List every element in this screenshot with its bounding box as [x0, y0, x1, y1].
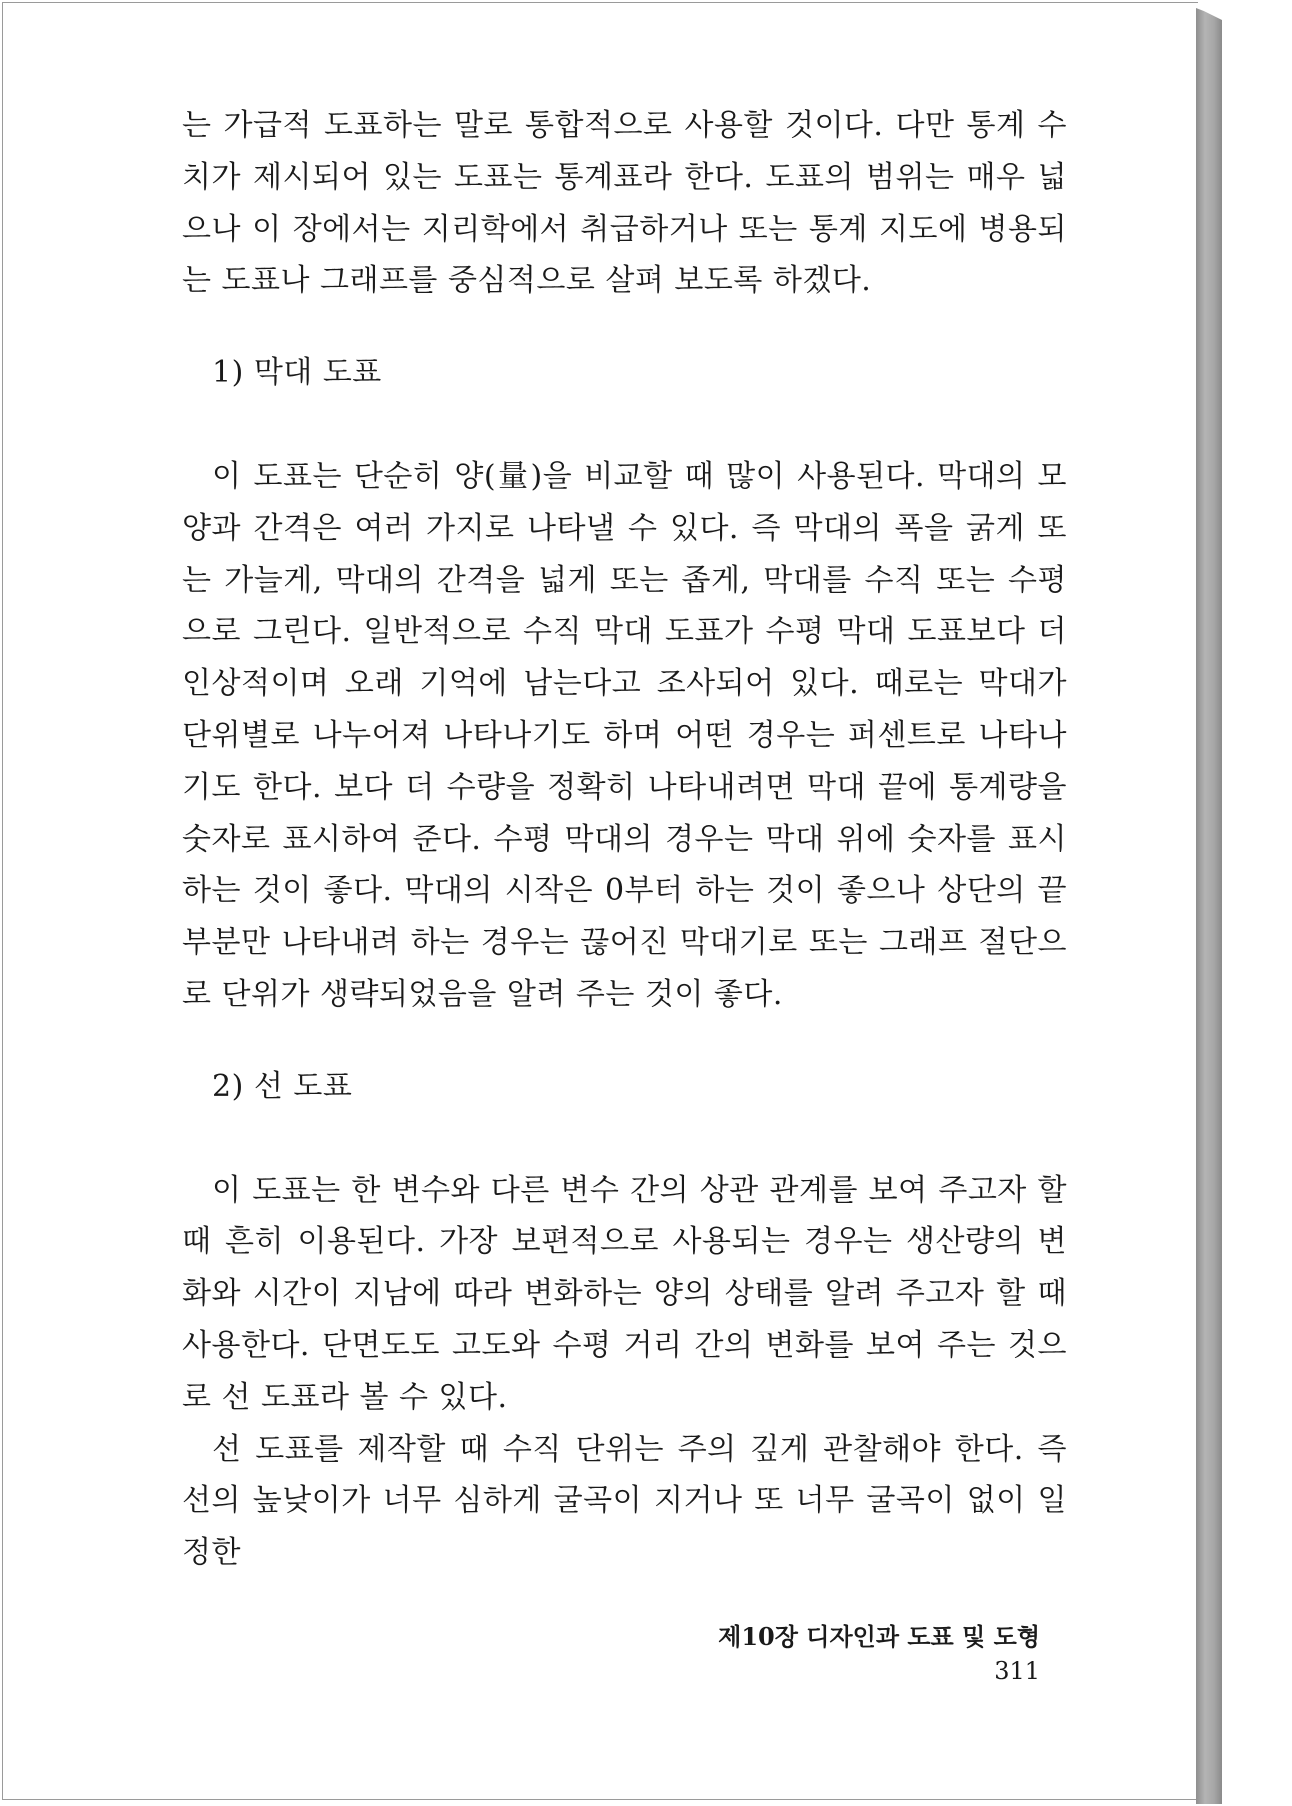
line-chart-paragraph-1: 이 도표는 한 변수와 다른 변수 간의 상관 관계를 보여 주고자 할 때 흔히 이용된다. 가장 보편적으로 사용되는 경우는 생산량의 변화와 시간이 지남에 따라 변화하는 양의 상태를 알려 주고자 할 때 사용한다. 단면도도 고도와 수평 거리 간의 변화를 보여 주는 것으로 선 도표라 볼 수 있다. — [182, 1172, 1067, 1415]
page-body — [182, 100, 1067, 1579]
line-chart-paragraph-2: 선 도표를 제작할 때 수직 단위는 주의 깊게 관찰해야 한다. 즉 선의 높낮이가 너무 심하게 굴곡이 지거나 또 너무 굴곡이 없이 일정한 — [182, 1431, 1067, 1571]
page-stack-edge — [1196, 8, 1222, 1804]
page-footer — [670, 1620, 1040, 1688]
bar-chart-paragraph: 이 도표는 단순히 양(量)을 비교할 때 많이 사용된다. 막대의 모양과 간격은 여러 가지로 나타낼 수 있다. 즉 막대의 폭을 굵게 또는 가늘게, 막대의 간격을 넓게 또는 좁게, 막대를 수직 또는 수평으로 그린다. 일반적으로 수직 막대 도표가 수평 막대 도표보다 더 인상적이며 오래 기억에 남는다고 조사되어 있다. 때로는 막대가 단위별로 나누어져 나타나기도 하며 어떤 경우는 퍼센트로 나타나기도 한다. 보다 더 수량을 정확히 나타내려면 막대 끝에 통계량을 숫자로 표시하여 준다. 수평 막대의 경우는 막대 위에 숫자를 표시하는 것이 좋다. 막대의 시작은 0부터 하는 것이 좋으나 상단의 끝 부분만 나타내려 하는 경우는 끊어진 막대기로 또는 그래프 절단으로 단위가 생략되었음을 알려 주는 것이 좋다. — [182, 458, 1067, 1012]
page-number: 311 — [994, 1657, 1040, 1685]
section-heading-line-chart: 2) 선 도표 — [212, 1068, 353, 1104]
intro-paragraph: 는 가급적 도표하는 말로 통합적으로 사용할 것이다. 다만 통계 수치가 제시되어 있는 도표는 통계표라 한다. 도표의 범위는 매우 넓으나 이 장에서는 지리학에서 취급하거나 또는 통계 지도에 병용되는 도표나 그래프를 중심적으로 살펴 보도록 하겠다. — [182, 108, 1067, 299]
chapter-title: 제10장 디자인과 도표 및 도형 — [718, 1622, 1040, 1651]
section-heading-bar-chart: 1) 막대 도표 — [212, 355, 382, 391]
